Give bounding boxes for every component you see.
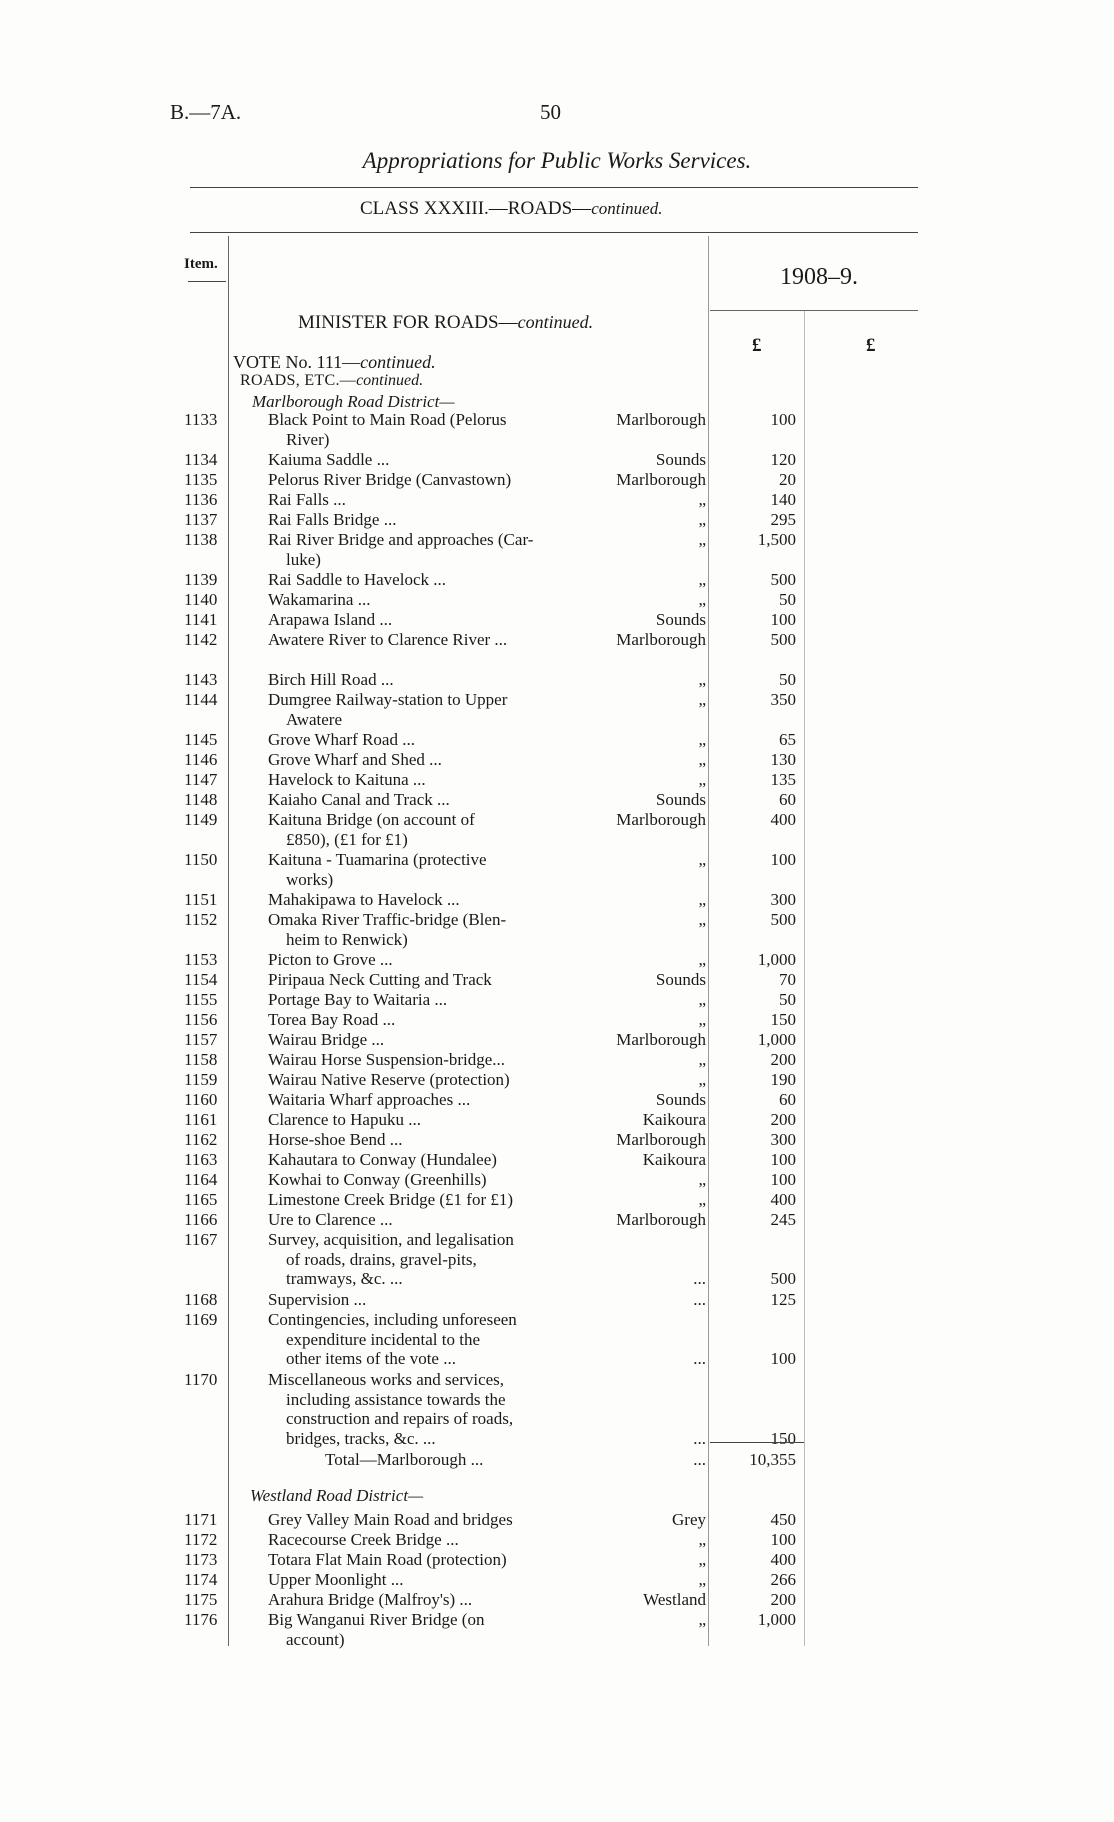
description-line: Kaituna Bridge (on account of (268, 810, 475, 829)
amount-subcolumn-divider (804, 310, 805, 1646)
amount-value: 130 (770, 750, 796, 769)
description-line: Rai Saddle to Havelock ... (268, 570, 446, 589)
item-description (268, 850, 568, 889)
description-line: Pelorus River Bridge (Canvastown) (268, 470, 512, 489)
amount-value: 1,000 (757, 1610, 796, 1629)
amount-value: 300 (770, 1130, 796, 1149)
description-line: including assistance towards the (286, 1389, 506, 1409)
district-name: Marlborough (616, 810, 706, 829)
amount-value: 100 (770, 1150, 796, 1169)
district-name: „ (698, 750, 706, 769)
item-description (268, 1030, 568, 1050)
description-line: Miscellaneous works and services, (268, 1370, 505, 1389)
item-description (268, 1170, 568, 1190)
item-description (268, 910, 568, 949)
item-number: 1166 (184, 1210, 218, 1229)
amount-value: 295 (770, 510, 796, 529)
item-number: 1176 (184, 1610, 218, 1629)
description-line: Big Wanganui River Bridge (on (268, 1610, 485, 1629)
item-description (268, 810, 568, 849)
class-heading-cont: continued. (591, 199, 663, 218)
amount-value: 200 (770, 1050, 796, 1069)
item-description (268, 890, 568, 910)
item-number: 1141 (184, 610, 218, 629)
item-number: 1172 (184, 1530, 218, 1549)
district-name: ... (693, 1269, 706, 1288)
amount-value: 500 (770, 910, 796, 929)
minister-heading-cont: continued. (517, 312, 594, 332)
item-description (268, 1310, 568, 1369)
amount-value: 190 (770, 1070, 796, 1089)
item-description (268, 1150, 568, 1170)
item-description (268, 1530, 568, 1550)
item-number: 1155 (184, 990, 218, 1009)
item-description (268, 990, 568, 1010)
description-line: Total—Marlborough ... (325, 1450, 484, 1469)
item-number: 1163 (184, 1150, 218, 1169)
item-description (268, 790, 568, 810)
item-description (268, 1110, 568, 1130)
item-description (268, 590, 568, 610)
item-header-rule (188, 281, 226, 282)
description-line: Upper Moonlight ... (268, 1570, 404, 1589)
district-name: ... (693, 1428, 706, 1448)
item-description (268, 610, 568, 630)
item-description (268, 1550, 568, 1570)
item-number: 1152 (184, 910, 218, 929)
district-heading-marlborough: Marlborough Road District— (252, 392, 455, 411)
item-number: 1138 (184, 530, 218, 549)
amount-value: 100 (770, 850, 796, 869)
description-line: Awatere River to Clarence River ... (268, 630, 508, 649)
district-name: Marlborough (616, 1210, 706, 1229)
description-line: Kaituna - Tuamarina (protective (268, 850, 487, 869)
description-line: Supervision ... (268, 1290, 367, 1309)
page-title: Appropriations for Public Works Services. (362, 148, 752, 173)
description-line: Dumgree Railway-station to Upper (268, 690, 508, 709)
item-number: 1134 (184, 450, 218, 469)
amount-value: 50 (779, 990, 796, 1009)
pound-symbol-col2: £ (866, 335, 876, 356)
description-line: Kahautara to Conway (Hundalee) (268, 1150, 497, 1169)
item-description (268, 1190, 568, 1210)
item-number: 1140 (184, 590, 218, 609)
description-line: River) (286, 429, 330, 449)
description-line: Contingencies, including unforeseen (268, 1310, 517, 1329)
item-description (268, 1570, 568, 1590)
district-name: „ (698, 1550, 706, 1569)
item-number: 1160 (184, 1090, 218, 1109)
district-name: „ (698, 590, 706, 609)
vote-heading (233, 352, 436, 373)
amount-value: 20 (779, 470, 796, 489)
district-name: „ (698, 950, 706, 969)
description-line: Arapawa Island ... (268, 610, 393, 629)
item-number: 1139 (184, 570, 218, 589)
vote-heading-cont: continued. (360, 352, 436, 372)
district-name: Marlborough (616, 630, 706, 649)
amount-value: 65 (779, 730, 796, 749)
item-description (268, 970, 568, 990)
item-description (268, 490, 568, 510)
item-description (268, 1510, 568, 1530)
district-name: Marlborough (616, 1030, 706, 1049)
roads-heading-main: ROADS, ETC.— (240, 372, 357, 389)
district-name: „ (698, 570, 706, 589)
description-line: Arahura Bridge (Malfroy's) ... (268, 1590, 473, 1609)
amount-value: 60 (779, 1090, 796, 1109)
item-number: 1149 (184, 810, 218, 829)
amount-value: 125 (770, 1290, 796, 1309)
item-description (268, 1010, 568, 1030)
item-description (268, 750, 568, 770)
roads-heading-cont: continued. (356, 372, 424, 389)
district-name: Kaikoura (642, 1150, 706, 1169)
item-column-header: Item. (184, 256, 218, 272)
district-name: Sounds (655, 610, 706, 629)
description-line: Ure to Clarence ... (268, 1210, 393, 1229)
amount-value: 1,000 (757, 1030, 796, 1049)
description-line: tramways, &c. ... (286, 1269, 403, 1288)
amount-value: 400 (770, 810, 796, 829)
amount-value: 120 (770, 450, 796, 469)
district-name: „ (698, 530, 706, 549)
district-name: ... (693, 1290, 706, 1309)
item-number: 1169 (184, 1310, 218, 1329)
description-line: Grove Wharf and Shed ... (268, 750, 442, 769)
item-description (268, 1290, 568, 1310)
description-line: Wairau Horse Suspension-bridge... (268, 1050, 506, 1069)
amount-value: 70 (779, 970, 796, 989)
amount-value: 500 (770, 1269, 796, 1288)
description-line: Kowhai to Conway (Greenhills) (268, 1170, 487, 1189)
item-number: 1154 (184, 970, 218, 989)
district-name: „ (698, 1050, 706, 1069)
amount-value: 10,355 (749, 1450, 796, 1469)
item-description (268, 1230, 568, 1289)
item-number: 1171 (184, 1510, 218, 1529)
item-number: 1151 (184, 890, 218, 909)
amount-value: 200 (770, 1590, 796, 1609)
district-name: „ (698, 1530, 706, 1549)
amount-value: 500 (770, 630, 796, 649)
amount-value: 266 (770, 1570, 796, 1589)
amount-value: 50 (779, 670, 796, 689)
description-line: Omaka River Traffic-bridge (Blen- (268, 910, 507, 929)
item-number: 1136 (184, 490, 218, 509)
description-line: bridges, tracks, &c. ... (286, 1428, 436, 1448)
description-line: Grove Wharf Road ... (268, 730, 415, 749)
rule-top (190, 187, 918, 188)
amount-value: 1,000 (757, 950, 796, 969)
item-number: 1156 (184, 1010, 218, 1029)
district-name: ... (693, 1349, 706, 1368)
district-name: Westland (643, 1590, 706, 1609)
item-number: 1144 (184, 690, 218, 709)
description-line: Wakamarina ... (268, 590, 371, 609)
district-name: „ (698, 1570, 706, 1589)
item-number: 1145 (184, 730, 218, 749)
description-line: Wairau Native Reserve (protection) (268, 1070, 510, 1089)
item-description (268, 530, 568, 569)
item-description (268, 1050, 568, 1070)
class-heading-main: CLASS XXXIII.—ROADS— (360, 198, 592, 219)
rule-header (190, 232, 918, 233)
item-number: 1148 (184, 790, 218, 809)
item-description (268, 1090, 568, 1110)
item-number: 1147 (184, 770, 218, 789)
description-line: luke) (286, 549, 321, 569)
item-description (268, 690, 568, 729)
amount-value: 150 (770, 1428, 796, 1448)
item-number: 1158 (184, 1050, 218, 1069)
district-name: „ (698, 910, 706, 929)
district-name: „ (698, 1170, 706, 1189)
item-number: 1173 (184, 1550, 218, 1569)
description-line: works) (286, 869, 334, 889)
district-name: ... (693, 1450, 706, 1469)
item-description (268, 630, 568, 650)
amount-value: 450 (770, 1510, 796, 1529)
amount-value: 100 (770, 1349, 796, 1368)
item-description (268, 950, 568, 970)
description-line: Mahakipawa to Havelock ... (268, 890, 460, 909)
description-line: Rai Falls Bridge ... (268, 510, 397, 529)
description-line: Rai Falls ... (268, 490, 346, 509)
item-description (268, 1130, 568, 1150)
item-number: 1164 (184, 1170, 218, 1189)
item-number: 1165 (184, 1190, 218, 1209)
district-name: Sounds (655, 790, 706, 809)
item-description (268, 570, 568, 590)
item-number: 1175 (184, 1590, 218, 1609)
item-description (268, 1070, 568, 1090)
district-name: Sounds (655, 1090, 706, 1109)
amount-value: 135 (770, 770, 796, 789)
item-number: 1142 (184, 630, 218, 649)
district-name: „ (698, 1610, 706, 1629)
item-number: 1170 (184, 1370, 218, 1389)
district-name: „ (698, 490, 706, 509)
description-line: Limestone Creek Bridge (£1 for £1) (268, 1190, 514, 1209)
description-line: Racecourse Creek Bridge ... (268, 1530, 459, 1549)
description-line: expenditure incidental to the (286, 1329, 481, 1349)
description-line: Survey, acquisition, and legalisation (268, 1230, 514, 1249)
amount-value: 100 (770, 410, 796, 429)
description-line: Rai River Bridge and approaches (Car- (268, 530, 534, 549)
description-line: Awatere (286, 709, 343, 729)
total-rule (710, 1442, 804, 1443)
description-line: construction and repairs of roads, (286, 1409, 514, 1428)
description-line: account) (286, 1629, 345, 1649)
district-name: „ (698, 1190, 706, 1209)
item-number: 1150 (184, 850, 218, 869)
pound-symbol-col1: £ (752, 335, 762, 356)
amount-value: 400 (770, 1190, 796, 1209)
item-number: 1146 (184, 750, 218, 769)
amount-value: 350 (770, 690, 796, 709)
item-column-divider (228, 236, 229, 1646)
amount-value: 500 (770, 570, 796, 589)
item-number: 1168 (184, 1290, 218, 1309)
description-line: Piripaua Neck Cutting and Track (268, 970, 492, 989)
item-description (268, 1590, 568, 1610)
description-line: Grey Valley Main Road and bridges (268, 1510, 513, 1529)
description-line: Torea Bay Road ... (268, 1010, 396, 1029)
minister-heading (298, 312, 593, 334)
district-name: Marlborough (616, 470, 706, 489)
district-name: „ (698, 990, 706, 1009)
district-name: Marlborough (616, 1130, 706, 1149)
item-description (268, 470, 568, 490)
description-line: Birch Hill Road ... (268, 670, 394, 689)
district-name: „ (698, 850, 706, 869)
description-line: Black Point to Main Road (Pelorus (268, 410, 507, 429)
amount-value: 200 (770, 1110, 796, 1129)
description-line: Portage Bay to Waitaria ... (268, 990, 448, 1009)
district-name: „ (698, 890, 706, 909)
description-line: Picton to Grove ... (268, 950, 393, 969)
item-description (268, 410, 568, 449)
item-number: 1157 (184, 1030, 218, 1049)
description-line: Kaiaho Canal and Track ... (268, 790, 450, 809)
district-name: Sounds (655, 450, 706, 469)
item-description (268, 510, 568, 530)
item-description (268, 450, 568, 470)
minister-heading-main: MINISTER FOR ROADS— (298, 312, 518, 333)
amount-value: 100 (770, 1170, 796, 1189)
description-line: Wairau Bridge ... (268, 1030, 385, 1049)
district-name: „ (698, 670, 706, 689)
district-name: Marlborough (616, 410, 706, 429)
amount-value: 1,500 (757, 530, 796, 549)
district-name: „ (698, 510, 706, 529)
item-description (268, 1210, 568, 1230)
amount-column-divider (708, 236, 709, 1646)
item-number: 1161 (184, 1110, 218, 1129)
description-line: heim to Renwick) (286, 929, 408, 949)
amount-value: 140 (770, 490, 796, 509)
page-number: 50 (540, 100, 561, 124)
roads-heading (240, 372, 423, 390)
item-number: 1153 (184, 950, 218, 969)
description-line: Kaiuma Saddle ... (268, 450, 390, 469)
item-number: 1159 (184, 1070, 218, 1089)
district-name: „ (698, 730, 706, 749)
year-header-rule (710, 310, 918, 311)
item-description (268, 730, 568, 750)
amount-value: 60 (779, 790, 796, 809)
district-name: „ (698, 770, 706, 789)
district-heading-westland: Westland Road District— (250, 1486, 424, 1505)
item-number: 1174 (184, 1570, 218, 1589)
year-column-header: 1908–9. (780, 264, 858, 290)
amount-value: 100 (770, 610, 796, 629)
vote-heading-main: VOTE No. 111— (233, 352, 361, 372)
amount-value: 300 (770, 890, 796, 909)
item-description (268, 1610, 568, 1649)
district-name: „ (698, 1070, 706, 1089)
district-name: Sounds (655, 970, 706, 989)
item-number: 1162 (184, 1130, 218, 1149)
item-description (268, 770, 568, 790)
district-name: Grey (672, 1510, 706, 1529)
item-number: 1133 (184, 410, 218, 429)
description-line: Waitaria Wharf approaches ... (268, 1090, 471, 1109)
district-name: „ (698, 690, 706, 709)
description-line: Totara Flat Main Road (protection) (268, 1550, 507, 1569)
amount-value: 245 (770, 1210, 796, 1229)
item-number: 1135 (184, 470, 218, 489)
district-name: „ (698, 1010, 706, 1029)
item-number: 1167 (184, 1230, 218, 1249)
description-line: Clarence to Hapuku ... (268, 1110, 421, 1129)
item-description (268, 1370, 568, 1448)
description-line: of roads, drains, gravel-pits, (286, 1249, 477, 1269)
description-line: Havelock to Kaituna ... (268, 770, 426, 789)
description-line: Horse-shoe Bend ... (268, 1130, 403, 1149)
document-reference: B.—7A. (170, 100, 242, 124)
item-description (268, 670, 568, 690)
item-number: 1137 (184, 510, 218, 529)
description-line: other items of the vote ... (286, 1349, 456, 1368)
description-line: £850), (£1 for £1) (286, 829, 408, 849)
item-number: 1143 (184, 670, 218, 689)
class-heading (360, 198, 662, 220)
amount-value: 50 (779, 590, 796, 609)
amount-value: 150 (770, 1010, 796, 1029)
amount-value: 100 (770, 1530, 796, 1549)
district-name: Kaikoura (642, 1110, 706, 1129)
amount-value: 400 (770, 1550, 796, 1569)
